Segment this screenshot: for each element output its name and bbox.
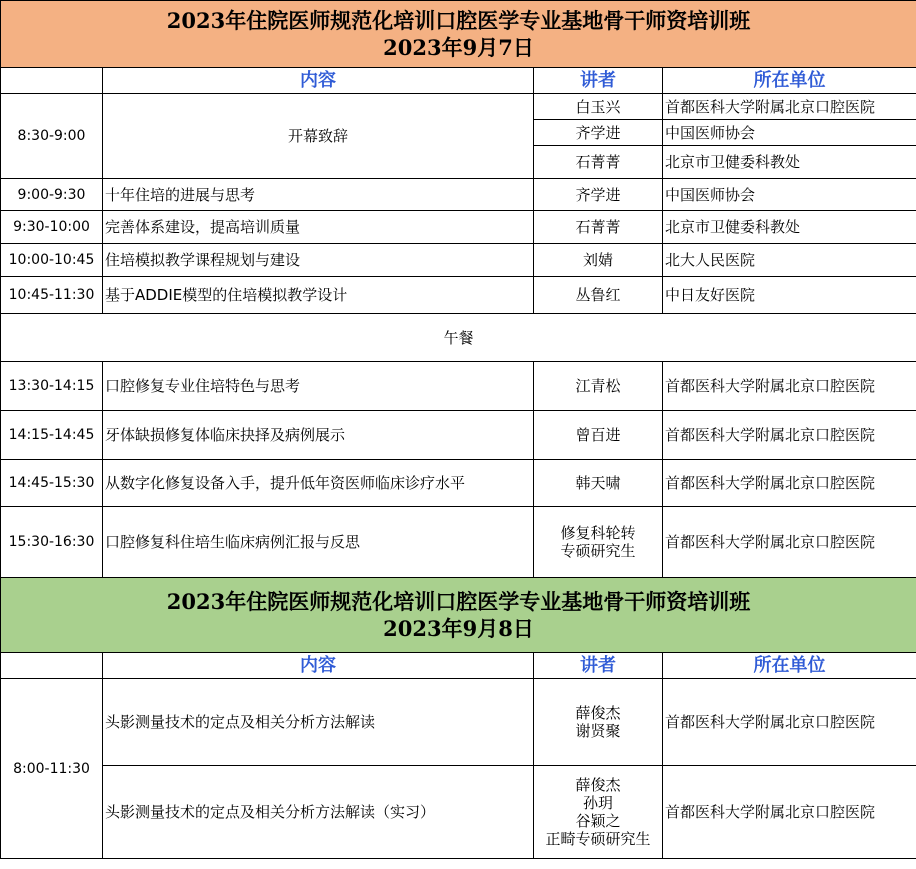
institution: 中日友好医院 [663,277,916,314]
institution: 首都医科大学附属北京口腔医院 [663,94,916,120]
speaker: 齐学进 [534,179,663,211]
institution: 首都医科大学附属北京口腔医院 [663,679,916,766]
table-row [1,766,916,859]
speaker: 齐学进 [534,120,663,146]
speaker-line: 专硕研究生 [560,542,636,560]
speaker: 江青松 [534,362,663,411]
table-row [1,244,916,277]
speaker-name: 谢贤聚 [575,722,621,740]
day1-header-row [1,68,916,94]
session-time: 14:15-14:45 [1,411,103,460]
session-time: 13:30-14:15 [1,362,103,411]
day2-header-row [1,653,916,679]
header-content: 内容 [103,68,534,94]
speaker: 石菁菁 [534,211,663,244]
day2-time: 8:00-11:30 [1,679,103,859]
session-topic: 完善体系建设，提高培训质量 [103,211,534,244]
table-row [1,362,916,411]
header-time [1,653,103,679]
header-speaker: 讲者 [534,653,663,679]
session-topic: 十年住培的进展与思考 [103,179,534,211]
speaker-name: 正畸专硕研究生 [545,830,651,848]
session-topic: 基于ADDIE模型的住培模拟教学设计 [103,277,534,314]
lunch-label: 午餐 [1,314,916,362]
speaker: 白玉兴 [534,94,663,120]
opening-topic: 开幕致辞 [103,94,534,179]
institution: 首都医科大学附属北京口腔医院 [663,411,916,460]
speaker-name: 谷颖之 [575,812,621,830]
session-time: 10:00-10:45 [1,244,103,277]
speaker: 刘婧 [534,244,663,277]
speaker-line: 修复科轮转 [560,524,636,542]
speaker [534,766,663,859]
day1-date: 2023年9月7日 [383,35,534,60]
table-row [1,179,916,211]
speaker: 石菁菁 [534,146,663,179]
institution: 首都医科大学附属北京口腔医院 [663,460,916,507]
speaker: 曾百进 [534,411,663,460]
speaker: 丛鲁红 [534,277,663,314]
session-topic: 从数字化修复设备入手，提升低年资医师临床诊疗水平 [103,460,534,507]
session-time: 14:45-15:30 [1,460,103,507]
speaker [534,507,663,578]
session-time: 15:30-16:30 [1,507,103,578]
institution: 首都医科大学附属北京口腔医院 [663,362,916,411]
session-topic: 牙体缺损修复体临床抉择及病例展示 [103,411,534,460]
institution: 中国医师协会 [663,179,916,211]
session-topic: 头影测量技术的定点及相关分析方法解读 [103,679,534,766]
session-time: 10:45-11:30 [1,277,103,314]
day2-date: 2023年9月8日 [383,616,534,641]
table-row [1,460,916,507]
institution: 中国医师协会 [663,120,916,146]
header-content: 内容 [103,653,534,679]
header-time [1,68,103,94]
table-row [1,277,916,314]
day2-title: 2023年住院医师规范化培训口腔医学专业基地骨干师资培训班 [166,589,751,614]
table-row [1,507,916,578]
opening-time: 8:30-9:00 [1,94,103,179]
session-topic: 住培模拟教学课程规划与建设 [103,244,534,277]
institution: 首都医科大学附属北京口腔医院 [663,507,916,578]
session-topic: 口腔修复科住培生临床病例汇报与反思 [103,507,534,578]
lunch-row [1,314,916,362]
speaker-name: 薛俊杰 [575,776,621,794]
institution: 北大人民医院 [663,244,916,277]
day1-banner [1,1,916,68]
session-topic: 口腔修复专业住培特色与思考 [103,362,534,411]
speaker [534,679,663,766]
speaker: 韩天啸 [534,460,663,507]
session-topic: 头影测量技术的定点及相关分析方法解读（实习） [103,766,534,859]
day2-banner [1,578,916,653]
institution: 首都医科大学附属北京口腔医院 [663,766,916,859]
session-time: 9:00-9:30 [1,179,103,211]
header-institution: 所在单位 [663,68,916,94]
table-row [1,94,916,120]
speaker-name: 薛俊杰 [575,704,621,722]
institution: 北京市卫健委科教处 [663,146,916,179]
table-row [1,411,916,460]
header-speaker: 讲者 [534,68,663,94]
institution: 北京市卫健委科教处 [663,211,916,244]
header-institution: 所在单位 [663,653,916,679]
table-row [1,679,916,766]
day1-title: 2023年住院医师规范化培训口腔医学专业基地骨干师资培训班 [166,8,751,33]
table-row [1,211,916,244]
speaker-name: 孙玥 [582,794,613,812]
session-time: 9:30-10:00 [1,211,103,244]
